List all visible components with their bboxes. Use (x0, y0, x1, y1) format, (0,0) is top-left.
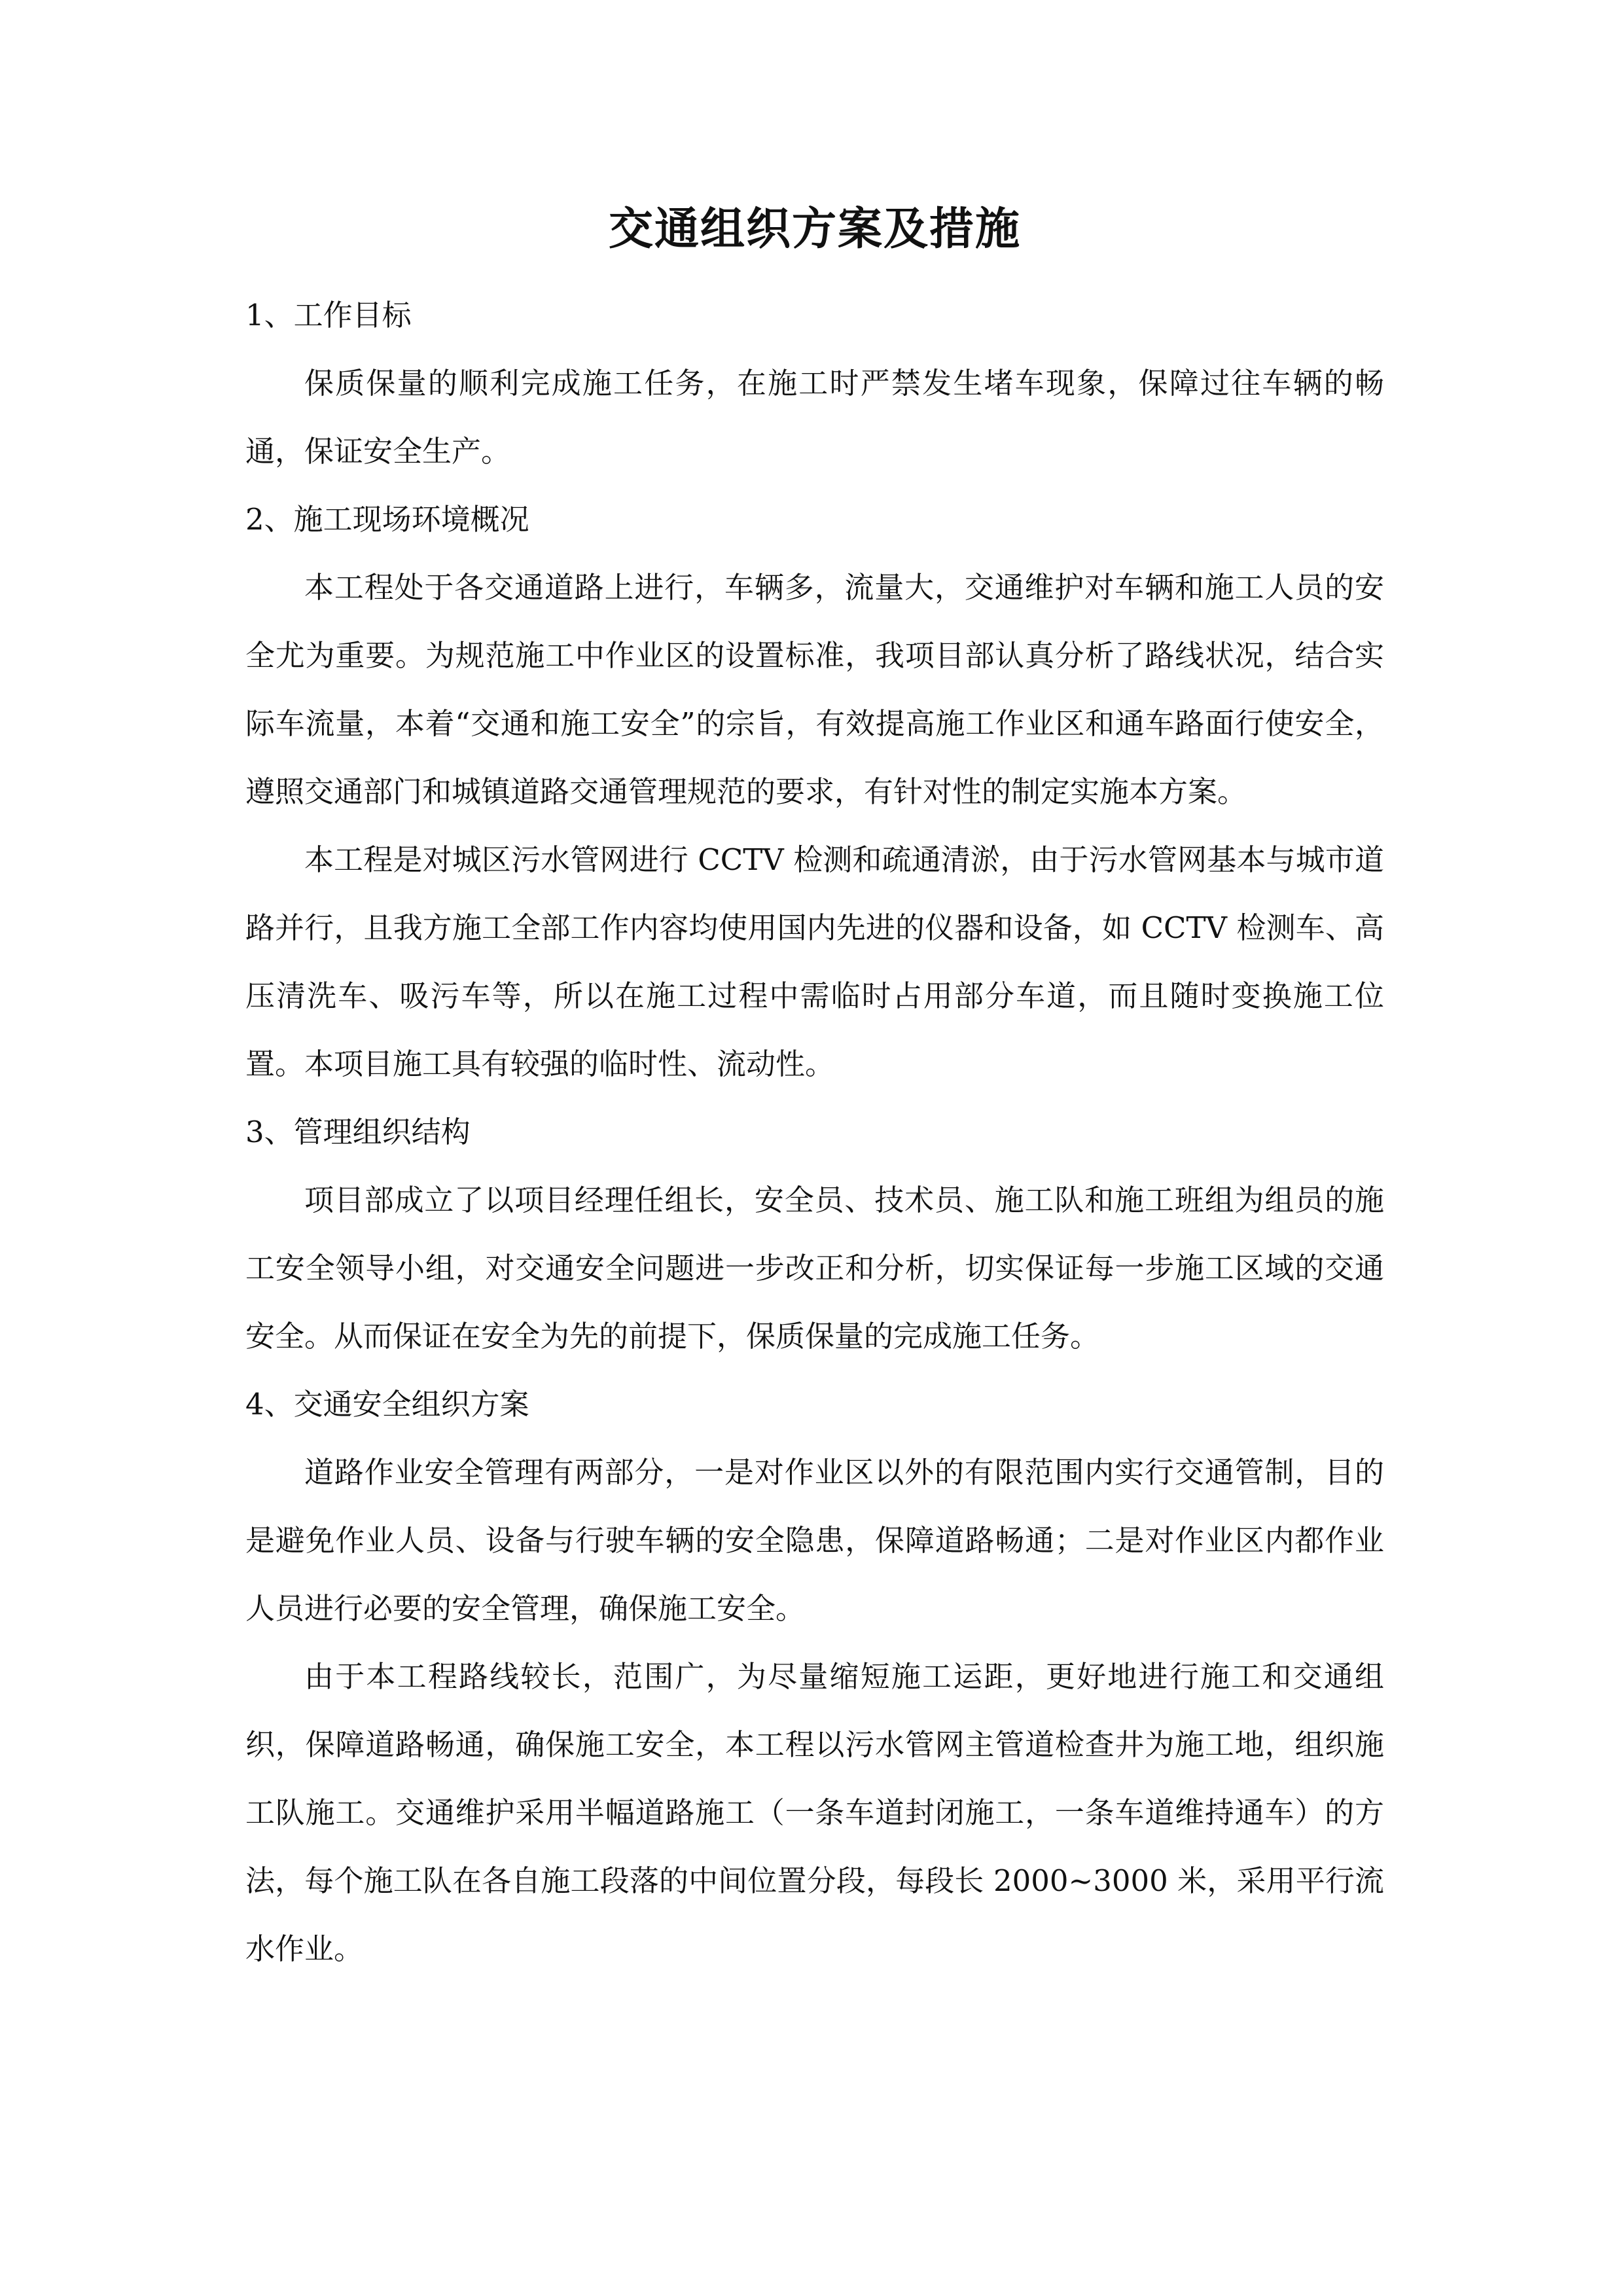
paragraph: 本工程是对城区污水管网进行 CCTV 检测和疏通清淤，由于污水管网基本与城市道路并行，且我方施工全部工作内容均使用国内先进的仪器和设备，如 CCTV 检测车、高压清洗车、吸污车等，所以在施工过程中需临时占用部分车道，而且随时变换施工位置。本项目施工具有较强的临时性、流动性。 (245, 842, 1384, 1081)
paragraph: 道路作业安全管理有两部分，一是对作业区以外的有限范围内实行交通管制，目的是避免作业人员、设备与行驶车辆的安全隐患，保障道路畅通；二是对作业区内都作业人员进行必要的安全管理，确保施工安全。 (245, 1455, 1384, 1626)
section-heading: 1、工作目标 (245, 298, 412, 332)
section-traffic-safety-plan (245, 1371, 1384, 1983)
section-heading: 2、施工现场环境概况 (245, 502, 529, 537)
section-heading: 4、交通安全组织方案 (245, 1387, 529, 1422)
section-work-goal (245, 281, 1384, 486)
paragraph: 保质保量的顺利完成施工任务，在施工时严禁发生堵车现象，保障过往车辆的畅通，保证安全生产。 (245, 366, 1384, 469)
document-page (245, 196, 1384, 1983)
document-title: 交通组织方案及措施 (608, 203, 1021, 255)
paragraph: 项目部成立了以项目经理任组长，安全员、技术员、施工队和施工班组为组员的施工安全领导小组，对交通安全问题进一步改正和分析，切实保证每一步施工区域的交通安全。从而保证在安全为先的前提下，保质保量的完成施工任务。 (245, 1183, 1384, 1354)
section-site-environment (245, 486, 1384, 1098)
paragraph: 本工程处于各交通道路上进行，车辆多，流量大，交通维护对车辆和施工人员的安全尤为重要。为规范施工中作业区的设置标准，我项目部认真分析了路线状况，结合实际车流量，本着“交通和施工安全”的宗旨，有效提高施工作业区和通车路面行使安全，遵照交通部门和城镇道路交通管理规范的要求，有针对性的制定实施本方案。 (245, 570, 1384, 809)
paragraph: 由于本工程路线较长，范围广，为尽量缩短施工运距，更好地进行施工和交通组织，保障道路畅通，确保施工安全，本工程以污水管网主管道检查井为施工地，组织施工队施工。交通维护采用半幅道路施工（一条车道封闭施工，一条车道维持通车）的方法，每个施工队在各自施工段落的中间位置分段，每段长 2000~3000 米，采用平行流水作业。 (245, 1659, 1384, 1966)
section-management-structure (245, 1098, 1384, 1371)
section-heading: 3、管理组织结构 (245, 1115, 471, 1149)
